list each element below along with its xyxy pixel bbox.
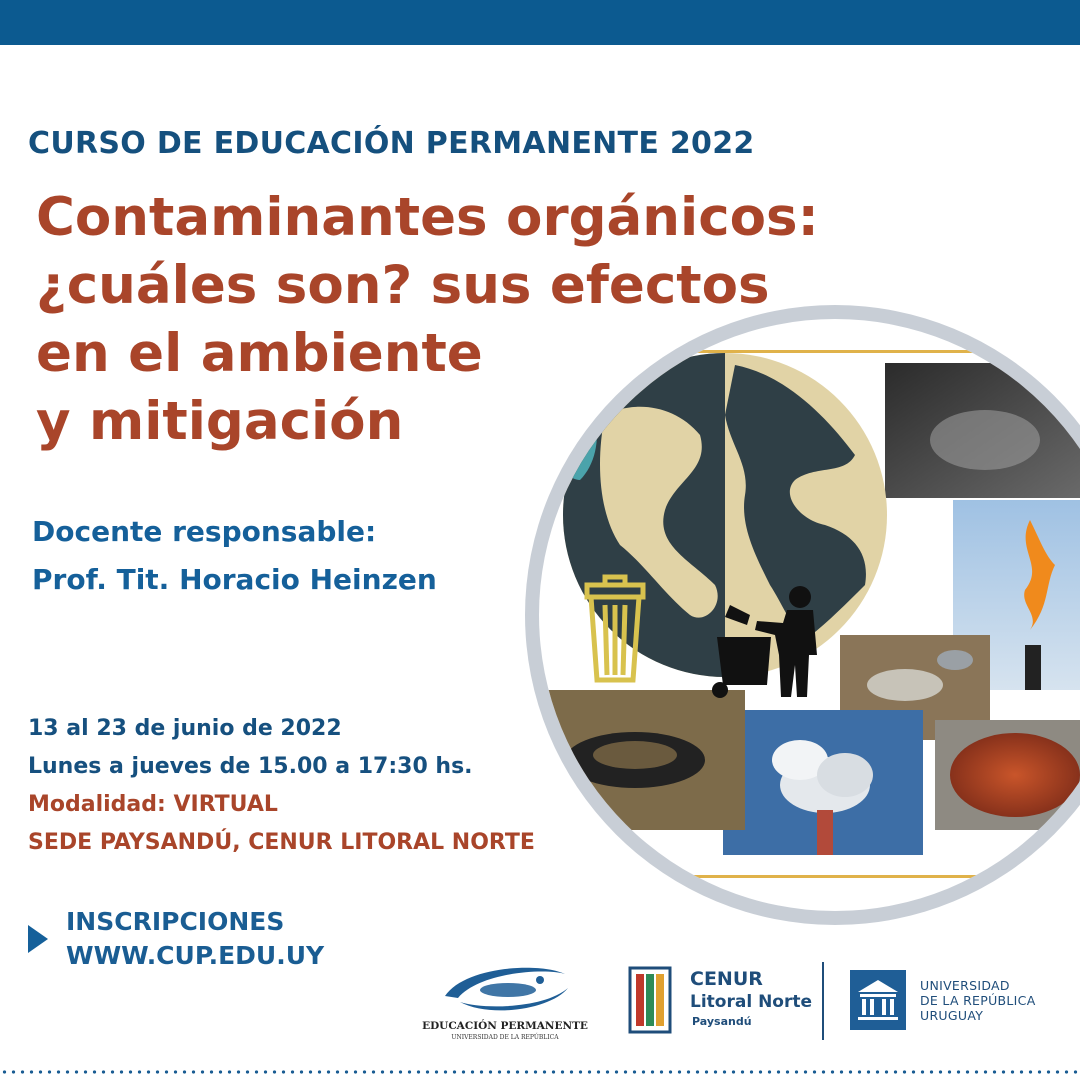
title-line-2: ¿cuáles son? sus efectos — [36, 255, 770, 316]
cenur-line-2: Litoral Norte — [690, 992, 813, 1012]
cenur-line-1: CENUR — [690, 968, 763, 990]
registration-block[interactable] — [66, 905, 324, 973]
educacion-permanente-logo — [420, 958, 590, 1046]
course-venue: SEDE PAYSANDÚ, CENUR LITORAL NORTE — [28, 830, 535, 855]
top-bar — [0, 0, 1080, 45]
course-details — [28, 710, 535, 862]
teacher-block — [32, 508, 437, 604]
ep-logo-subtitle: UNIVERSIDAD DE LA REPÚBLICA — [451, 1034, 559, 1041]
udelar-emblem — [850, 970, 906, 1030]
teacher-name: Prof. Tit. Horacio Heinzen — [32, 563, 437, 596]
teacher-label: Docente responsable: — [32, 515, 377, 548]
educacion-permanente-emblem — [420, 958, 590, 1018]
ep-logo-title: EDUCACIÓN PERMANENTE — [422, 1020, 588, 1032]
cenur-emblem — [628, 966, 672, 1034]
title-line-1: Contaminantes orgánicos: — [36, 187, 819, 248]
course-dates: 13 al 23 de junio de 2022 — [28, 716, 342, 741]
dotted-border — [0, 1070, 1080, 1074]
registration-label: INSCRIPCIONES — [66, 907, 285, 936]
title-line-3: en el ambiente — [36, 323, 483, 384]
cenur-logo — [628, 966, 813, 1036]
title-line-4: y mitigación — [36, 391, 404, 452]
collage-image — [525, 305, 1080, 925]
course-modality: Modalidad: VIRTUAL — [28, 792, 278, 817]
udelar-line-3: URUGUAY — [920, 1008, 984, 1023]
cenur-line-3: Paysandú — [692, 1015, 752, 1028]
udelar-line-2: DE LA REPÚBLICA — [920, 993, 1036, 1008]
udelar-logo — [850, 970, 1050, 1032]
logo-divider — [822, 962, 824, 1040]
play-arrow-icon — [28, 925, 48, 953]
udelar-line-1: UNIVERSIDAD — [920, 978, 1010, 993]
registration-url[interactable]: WWW.CUP.EDU.UY — [66, 941, 325, 970]
course-kicker: CURSO DE EDUCACIÓN PERMANENTE 2022 — [28, 126, 755, 161]
course-schedule: Lunes a jueves de 15.00 a 17:30 hs. — [28, 754, 473, 779]
